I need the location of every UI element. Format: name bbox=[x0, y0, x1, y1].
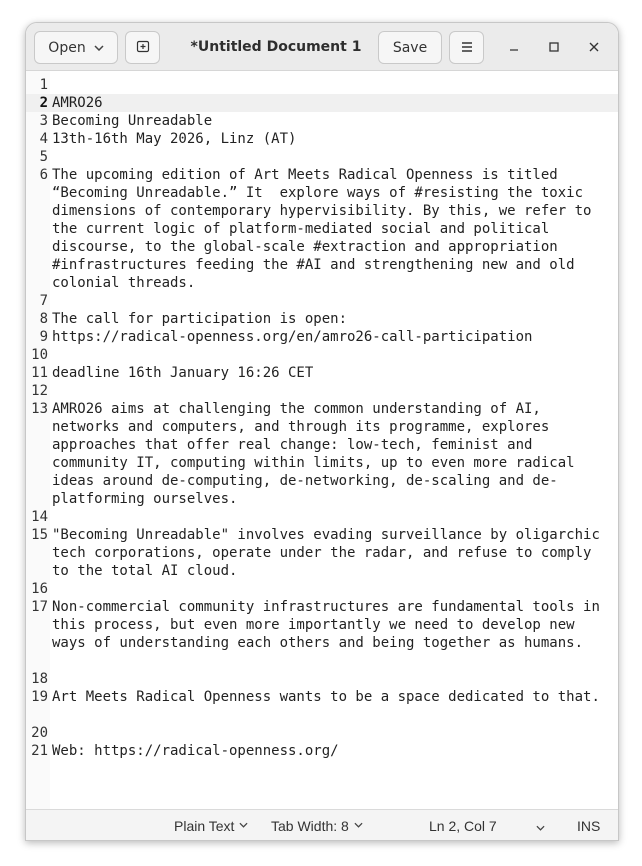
line-number: 16 bbox=[31, 581, 48, 597]
line-number: 3 bbox=[39, 113, 48, 129]
window-title: *Untitled Document 1 bbox=[190, 38, 362, 55]
line-number: 20 bbox=[31, 725, 48, 741]
editor-line[interactable] bbox=[26, 688, 618, 724]
new-tab-button[interactable] bbox=[125, 31, 160, 64]
line-text[interactable]: Becoming Unreadable bbox=[52, 113, 213, 129]
line-number: 21 bbox=[31, 743, 48, 759]
line-number: 8 bbox=[39, 311, 48, 327]
open-button[interactable] bbox=[34, 31, 118, 64]
line-number: 5 bbox=[39, 149, 48, 165]
main-menu-button[interactable] bbox=[449, 31, 484, 64]
line-text[interactable]: https://radical-openness.org/en/amro26-call-participation bbox=[52, 329, 533, 345]
line-number: 12 bbox=[31, 383, 48, 399]
line-number: 9 bbox=[39, 329, 48, 345]
editor-line[interactable] bbox=[26, 292, 618, 310]
maximize-icon bbox=[548, 38, 560, 57]
line-number: 1 bbox=[39, 77, 48, 93]
save-button[interactable]: Save bbox=[378, 31, 442, 64]
tab-width-label: Tab Width: 8 bbox=[271, 817, 349, 834]
cursor-position[interactable]: Ln 2, Col 7 bbox=[429, 817, 497, 834]
editor-line[interactable] bbox=[26, 742, 618, 760]
open-button-label: Open bbox=[48, 39, 86, 56]
line-number: 17 bbox=[31, 599, 48, 615]
line-text[interactable]: "Becoming Unreadable" involves evading surveillance by oligarchic tech corporations, operate under the radar, and refuse to comply to the total AI cloud. bbox=[52, 527, 609, 579]
editor-line[interactable] bbox=[26, 130, 618, 148]
line-text[interactable]: Art Meets Radical Openness wants to be a space dedicated to that. bbox=[52, 689, 600, 705]
editor-line[interactable] bbox=[26, 382, 618, 400]
hamburger-menu-icon bbox=[460, 38, 474, 57]
editor-line[interactable] bbox=[26, 580, 618, 598]
editor-line[interactable] bbox=[26, 328, 618, 346]
line-number: 6 bbox=[39, 167, 48, 183]
line-number: 10 bbox=[31, 347, 48, 363]
line-text[interactable]: 13th-16th May 2026, Linz (AT) bbox=[52, 131, 297, 147]
editor-line[interactable] bbox=[26, 526, 618, 580]
editor-line[interactable] bbox=[26, 724, 618, 742]
line-text[interactable]: AMRO26 bbox=[52, 95, 103, 111]
cursor-position-menu[interactable] bbox=[536, 810, 545, 841]
line-text[interactable]: The upcoming edition of Art Meets Radical Openness is titled “Becoming Unreadable.” It explore ways of #resisting the toxic dimensions of contemporary hypervisibility. By this, we refer to the current logic of platform-mediated social and political discourse, to the global-scale #extraction and appropriation #infrastructures feeding the #AI and strengthening new and old colonial threads. bbox=[52, 167, 600, 291]
editor-line[interactable] bbox=[26, 364, 618, 382]
editor-line[interactable] bbox=[26, 112, 618, 130]
maximize-button[interactable] bbox=[542, 35, 566, 59]
language-selector[interactable] bbox=[174, 810, 248, 841]
insert-mode-indicator[interactable]: INS bbox=[577, 817, 601, 834]
minimize-button[interactable] bbox=[502, 35, 526, 59]
status-bar bbox=[26, 809, 618, 841]
line-text[interactable]: Non-commercial community infrastructures are fundamental tools in this process, but even more importantly we need to develop new ways of understanding each others and being together as humans. bbox=[52, 599, 609, 651]
close-button[interactable] bbox=[582, 35, 606, 59]
line-number: 13 bbox=[31, 401, 48, 417]
chevron-down-icon bbox=[239, 820, 248, 831]
line-number: 18 bbox=[31, 671, 48, 687]
line-text[interactable]: Web: https://radical-openness.org/ bbox=[52, 743, 339, 759]
editor-line[interactable] bbox=[26, 148, 618, 166]
editor-line[interactable] bbox=[26, 400, 618, 508]
editor-line[interactable] bbox=[26, 166, 618, 292]
chevron-down-icon bbox=[94, 41, 104, 54]
line-number: 19 bbox=[31, 689, 48, 705]
chevron-down-icon bbox=[536, 818, 545, 834]
line-number: 14 bbox=[31, 509, 48, 525]
editor-line[interactable] bbox=[26, 508, 618, 526]
line-number: 4 bbox=[39, 131, 48, 147]
editor-line[interactable] bbox=[26, 346, 618, 364]
line-number: 11 bbox=[31, 365, 48, 381]
text-editor-window bbox=[25, 22, 619, 841]
editor-line[interactable] bbox=[26, 94, 618, 112]
line-number: 7 bbox=[39, 293, 48, 309]
editor-line[interactable] bbox=[26, 670, 618, 688]
line-text[interactable]: The call for participation is open: bbox=[52, 311, 348, 327]
line-text[interactable]: AMRO26 aims at challenging the common understanding of AI, networks and computers, and through its programme, explores approaches that offer real change: low-tech, feminist and community IT, computing within limits, up to even more radical ideas around de-computing, de-networking, de-scaling and de-platforming ourselves. bbox=[52, 401, 584, 507]
close-icon bbox=[588, 38, 600, 57]
line-number: 15 bbox=[31, 527, 48, 543]
editor-line[interactable] bbox=[26, 76, 618, 94]
line-text[interactable]: deadline 16th January 16:26 CET bbox=[52, 365, 314, 381]
editor-line[interactable] bbox=[26, 310, 618, 328]
chevron-down-icon bbox=[354, 820, 363, 831]
header-bar bbox=[26, 23, 618, 71]
tab-width-selector[interactable] bbox=[271, 810, 363, 841]
editor-line[interactable] bbox=[26, 598, 618, 670]
language-label: Plain Text bbox=[174, 817, 235, 834]
new-tab-icon bbox=[136, 38, 150, 57]
minimize-icon bbox=[508, 38, 520, 57]
text-editor-area[interactable] bbox=[26, 71, 618, 809]
line-number: 2 bbox=[39, 95, 48, 111]
